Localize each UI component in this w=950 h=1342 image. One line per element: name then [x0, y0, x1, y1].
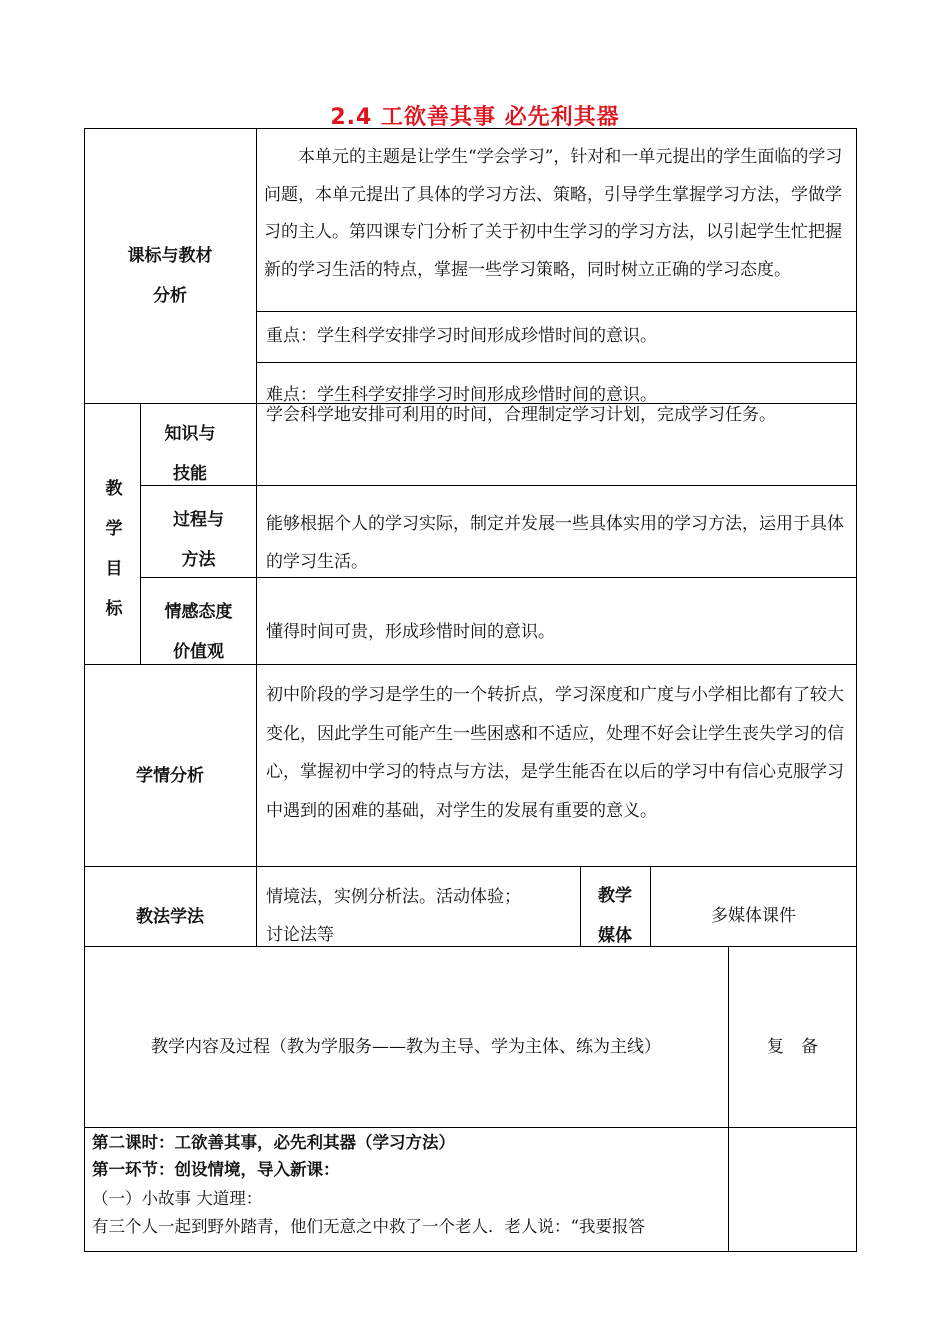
process-header: 教学内容及过程（教为学服务——教为主导、学为主体、练为主线）	[151, 1037, 661, 1057]
goal-knowledge-content: 学会科学地安排可利用的时间，合理制定学习计划，完成学习任务。	[266, 405, 776, 425]
media-label: 教学 媒体	[598, 886, 632, 946]
student-analysis-label: 学情分析	[136, 766, 204, 786]
media-value: 多媒体课件	[711, 906, 796, 926]
key-point: 重点：学生科学安排学习时间形成珍惜时间的意识。	[266, 326, 657, 346]
lesson-stage-title: 第一环节：创设情境，导入新课：	[92, 1160, 340, 1179]
goal-attitude-content: 懂得时间可贵，形成珍惜时间的意识。	[266, 622, 555, 642]
goal-knowledge-label: 知识与 技能	[164, 424, 216, 484]
rule-process-lesson	[84, 1127, 857, 1128]
rule-analysis-keypoint	[256, 311, 857, 312]
analysis-label: 课标与教材 分析	[127, 246, 213, 306]
review-label: 复 备	[767, 1037, 818, 1057]
goals-label-char: 教	[105, 479, 123, 499]
analysis-content: 本单元的主题是让学生“学会学习”，针对和一单元提出的学生面临的学习问题，本单元提出了具体的学习方法、策略，引导学生掌握学习方法，学做学习的主人。第四课专门分析了关于初中生学习的学习方法，以引起学生忙把握新的学习生活的特点，掌握一些学习策略，同时树立正确的学习态度。	[264, 147, 843, 280]
methods-label: 教法学法	[136, 907, 204, 927]
rule-student-methods	[84, 866, 857, 867]
goals-label-char: 目	[105, 559, 123, 579]
difficult-point: 难点：学生科学安排学习时间形成珍惜时间的意识。	[266, 385, 657, 405]
lesson-period-title: 第二课时：工欲善其事，必先利其器（学习方法）	[92, 1133, 455, 1152]
goal-process-content: 能够根据个人的学习实际，制定并发展一些具体实用的学习方法，运用于具体的学习生活。	[266, 514, 844, 572]
rule-goal-1-2	[140, 485, 857, 486]
rule-review-column	[728, 946, 729, 1252]
lesson-subsection: （一）小故事 大道理：	[92, 1189, 263, 1208]
page-title: 2.4 工欲善其事 必先利其器	[330, 105, 620, 130]
methods-content: 情境法，实例分析法。活动体验； 讨论法等	[266, 887, 521, 945]
lesson-story-text: 有三个人一起到野外踏青，他们无意之中救了一个老人．老人说：“我要报答	[92, 1217, 645, 1236]
goals-label-char: 标	[105, 599, 123, 619]
goal-attitude-label: 情感态度 价值观	[164, 602, 233, 662]
student-analysis-content: 初中阶段的学习是学生的一个转折点，学习深度和广度与小学相比都有了较大变化，因此学生可能产生一些困惑和不适应，处理不好会让学生丧失学习的信心，掌握初中学习的特点与方法，是学生能否在以后的学习中有信心克服学习中遇到的困难的基础，对学生的发展有重要的意义。	[266, 685, 844, 821]
rule-keypoint-difficult	[256, 362, 857, 363]
goals-label-char: 学	[105, 519, 123, 539]
goal-process-label: 过程与 方法	[173, 510, 224, 570]
